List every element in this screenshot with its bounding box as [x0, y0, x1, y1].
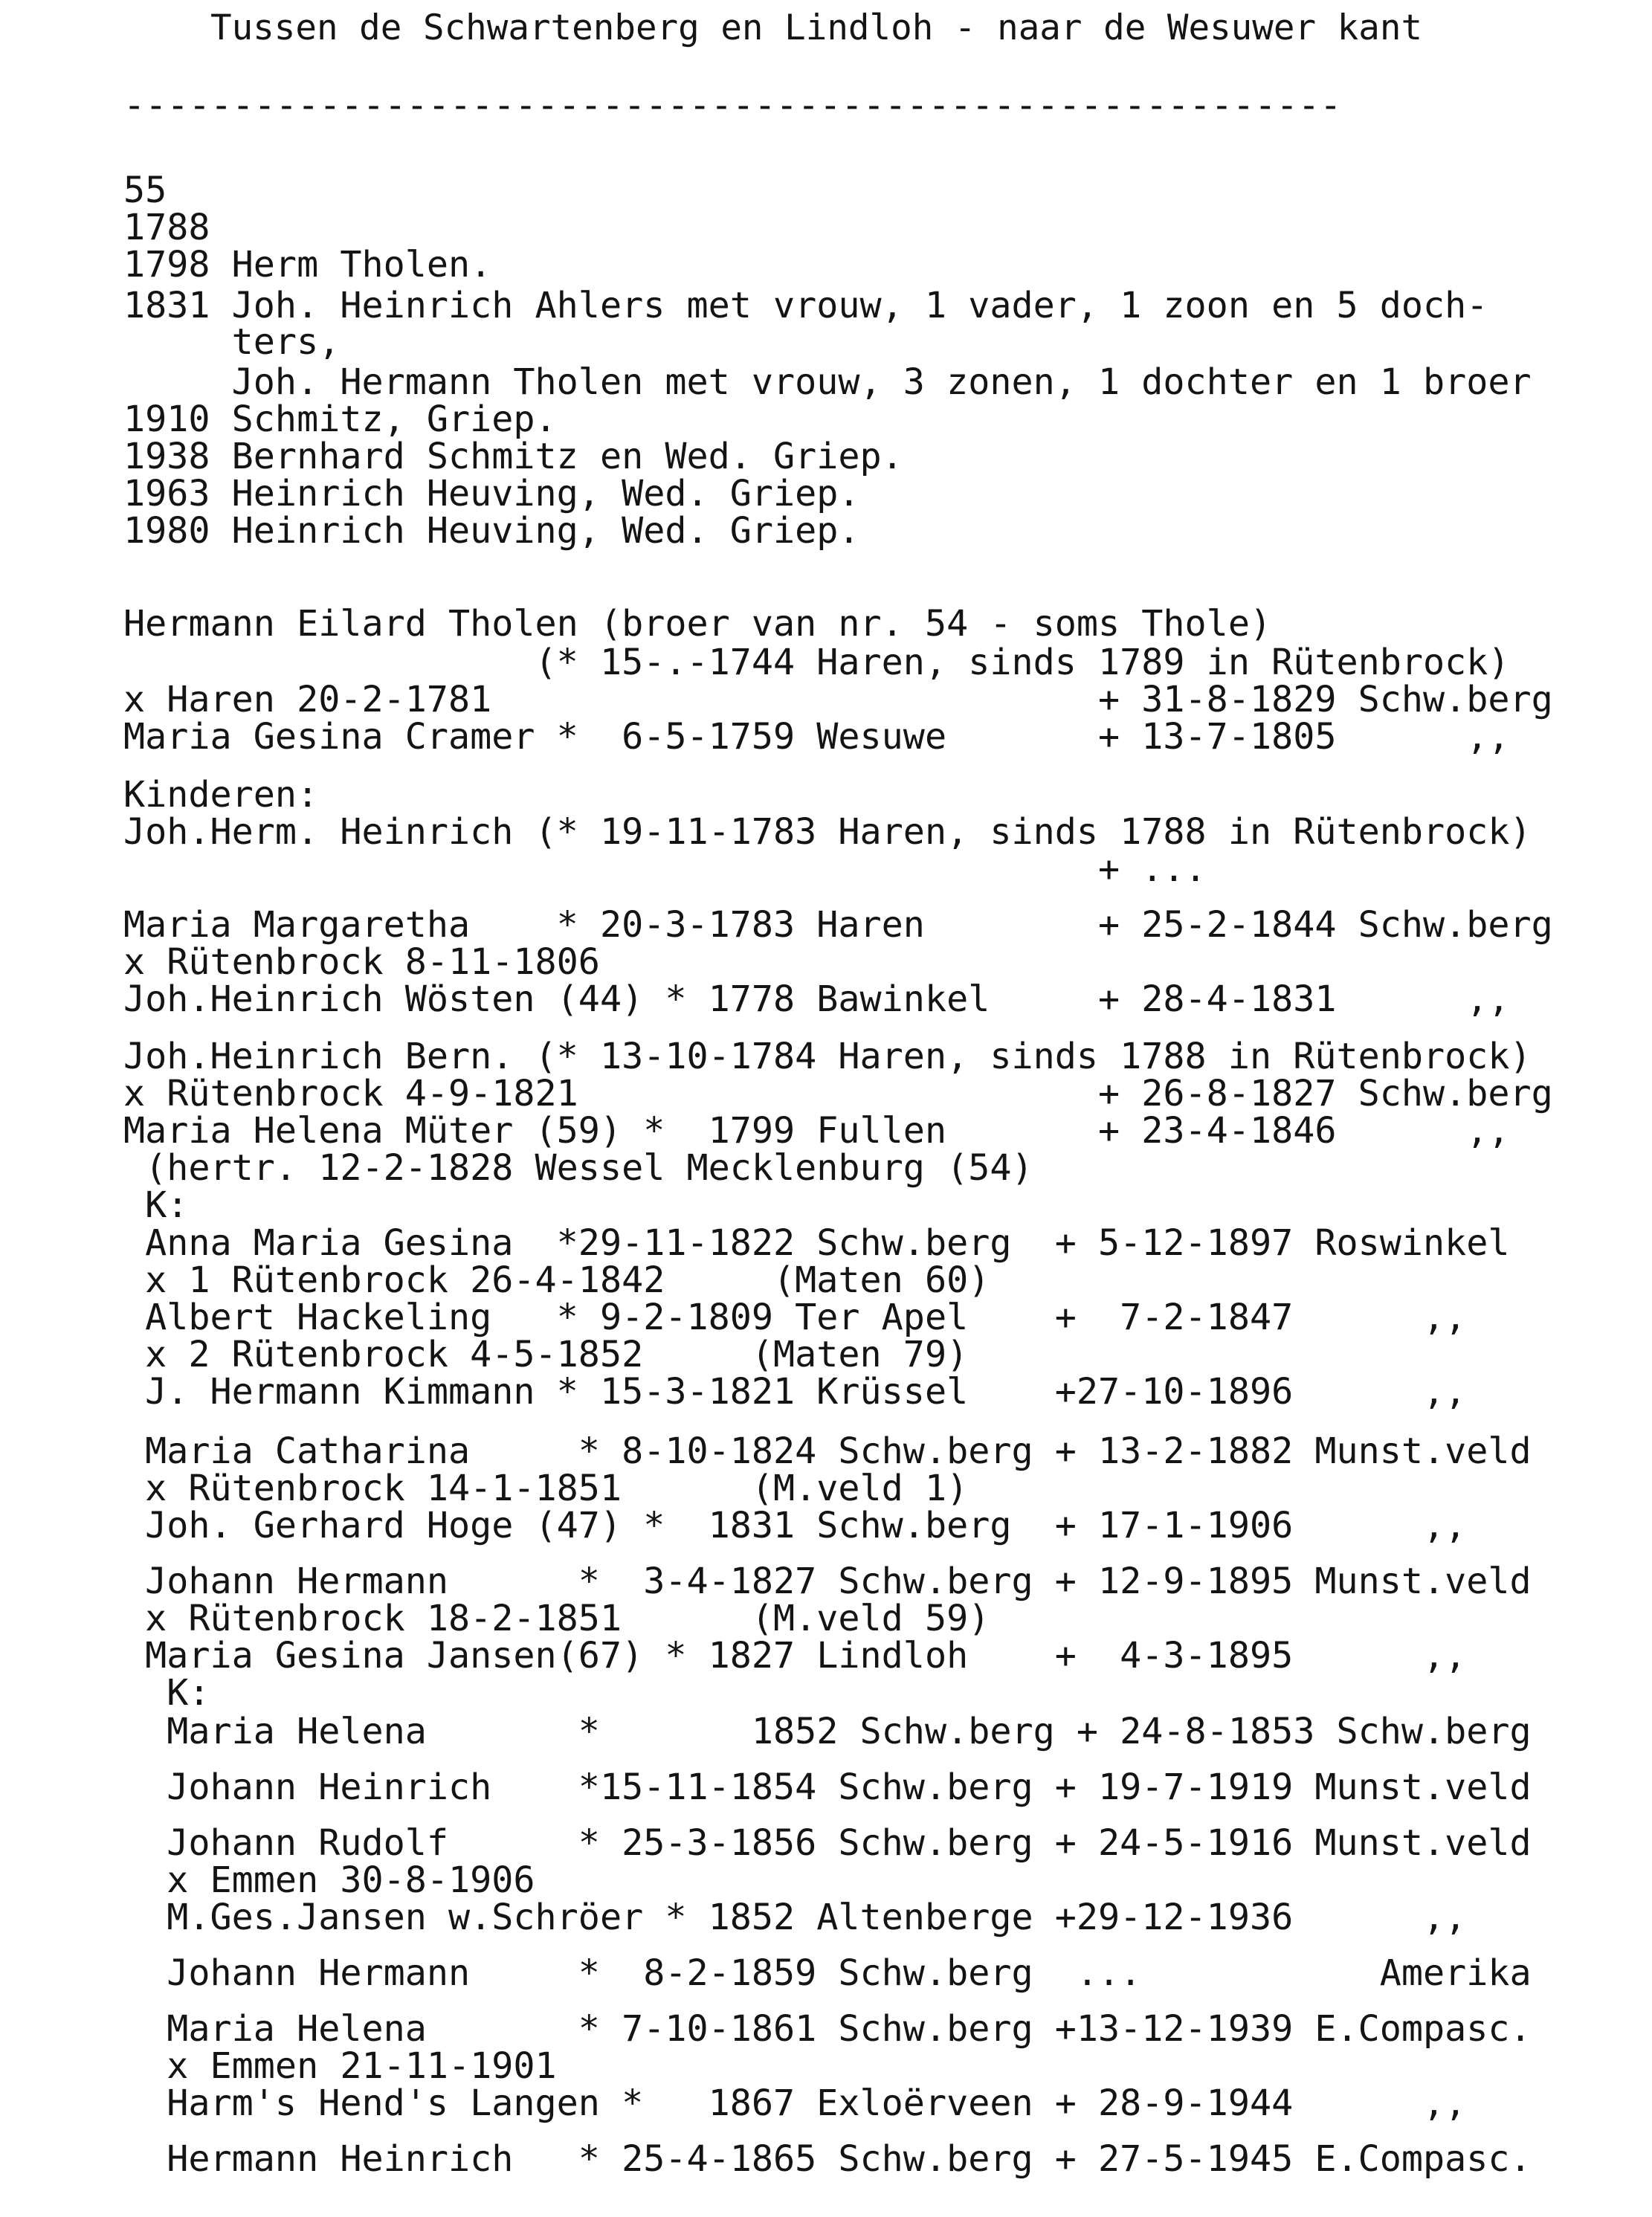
- grandchild-line: Maria Catharina * 8-10-1824 Schw.berg + 13-2-1882 Munst.veld: [123, 1430, 1532, 1472]
- child-line: (hertr. 12-2-1828 Wessel Mecklenburg (54): [123, 1147, 1033, 1189]
- child-line: Joh.Heinrich Bern. (* 13-10-1784 Haren, sinds 1788 in Rütenbrock): [123, 1036, 1532, 1077]
- great-grandchild-line: Maria Helena * 7-10-1861 Schw.berg +13-12-1939 E.Compasc.: [123, 2008, 1532, 2050]
- chronology-line: 1938 Bernhard Schmitz en Wed. Griep.: [123, 436, 903, 477]
- chronology-line: 1963 Heinrich Heuving, Wed. Griep.: [123, 473, 860, 514]
- family-head-line: Maria Gesina Cramer * 6-5-1759 Wesuwe + 13-7-1805 ,,: [123, 716, 1510, 758]
- chronology-line: 1798 Herm Tholen.: [123, 244, 492, 285]
- children-heading: Kinderen:: [123, 774, 319, 816]
- child-line: x Rütenbrock 8-11-1806: [123, 941, 600, 983]
- grandchild-line: Maria Gesina Jansen(67) * 1827 Lindloh + 4-3-1895 ,,: [123, 1635, 1467, 1677]
- great-grandchild-line: Maria Helena * 1852 Schw.berg + 24-8-1853 Schw.berg: [123, 1711, 1532, 1752]
- chronology-line: Joh. Hermann Tholen met vrouw, 3 zonen, 1 dochter en 1 broer: [123, 361, 1532, 403]
- farm-number: 55: [123, 170, 167, 211]
- grandchild-line: Joh. Gerhard Hoge (47) * 1831 Schw.berg + 17-1-1906 ,,: [123, 1505, 1467, 1546]
- child-line: x Rütenbrock 4-9-1821 + 26-8-1827 Schw.berg: [123, 1073, 1553, 1114]
- grandchild-line: J. Hermann Kimmann * 15-3-1821 Krüssel +27-10-1896 ,,: [123, 1371, 1467, 1413]
- child-line: + ...: [123, 848, 1207, 890]
- grandchild-line: K:: [123, 1672, 210, 1714]
- grandchild-line: x Rütenbrock 14-1-1851 (M.veld 1): [123, 1468, 969, 1509]
- grandchild-line: Anna Maria Gesina *29-11-1822 Schw.berg + 5-12-1897 Roswinkel: [123, 1222, 1510, 1264]
- great-grandchild-line: Johann Heinrich *15-11-1854 Schw.berg + 19-7-1919 Munst.veld: [123, 1766, 1532, 1808]
- chronology-line: 1831 Joh. Heinrich Ahlers met vrouw, 1 vader, 1 zoon en 5 doch-: [123, 285, 1488, 326]
- family-head-line: x Haren 20-2-1781 + 31-8-1829 Schw.berg: [123, 679, 1553, 720]
- family-head-line: (* 15-.-1744 Haren, sinds 1789 in Rütenbrock): [123, 642, 1510, 683]
- grandchild-line: Albert Hackeling * 9-2-1809 Ter Apel + 7-2-1847 ,,: [123, 1297, 1467, 1338]
- family-head-line: Hermann Eilard Tholen (broer van nr. 54 - soms Thole): [123, 603, 1272, 645]
- grandchild-line: x 1 Rütenbrock 26-4-1842 (Maten 60): [123, 1259, 990, 1301]
- child-line: Joh.Herm. Heinrich (* 19-11-1783 Haren, sinds 1788 in Rütenbrock): [123, 811, 1532, 853]
- great-grandchild-line: Hermann Heinrich * 25-4-1865 Schw.berg + 27-5-1945 E.Compasc.: [123, 2138, 1532, 2180]
- chronology-line: 1788: [123, 207, 210, 248]
- child-line: K:: [123, 1184, 189, 1226]
- great-grandchild-line: M.Ges.Jansen w.Schröer * 1852 Altenberge +29-12-1936 ,,: [123, 1897, 1467, 1938]
- page-header: Tussen de Schwartenberg en Lindloh - naar de Wesuwer kant: [210, 7, 1423, 48]
- grandchild-line: Johann Hermann * 3-4-1827 Schw.berg + 12-9-1895 Munst.veld: [123, 1561, 1532, 1602]
- grandchild-line: x 2 Rütenbrock 4-5-1852 (Maten 79): [123, 1334, 969, 1375]
- great-grandchild-line: Johann Rudolf * 25-3-1856 Schw.berg + 24-5-1916 Munst.veld: [123, 1822, 1532, 1864]
- chronology-line: ters,: [123, 321, 341, 363]
- great-grandchild-line: Johann Hermann * 8-2-1859 Schw.berg ... Amerika: [123, 1952, 1532, 1994]
- great-grandchild-line: x Emmen 21-11-1901: [123, 2045, 557, 2087]
- chronology-line: 1910 Schmitz, Griep.: [123, 398, 557, 440]
- child-line: Maria Margaretha * 20-3-1783 Haren + 25-2-1844 Schw.berg: [123, 904, 1553, 946]
- chronology-line: 1980 Heinrich Heuving, Wed. Griep.: [123, 510, 860, 552]
- child-line: Maria Helena Müter (59) * 1799 Fullen + 23-4-1846 ,,: [123, 1110, 1510, 1152]
- great-grandchild-line: x Emmen 30-8-1906: [123, 1859, 535, 1901]
- great-grandchild-line: Harm's Hend's Langen * 1867 Exloërveen + 28-9-1944 ,,: [123, 2082, 1467, 2124]
- child-line: Joh.Heinrich Wösten (44) * 1778 Bawinkel + 28-4-1831 ,,: [123, 978, 1510, 1020]
- header-rule: --------------------------------------------------------: [123, 85, 1342, 126]
- grandchild-line: x Rütenbrock 18-2-1851 (M.veld 59): [123, 1598, 990, 1639]
